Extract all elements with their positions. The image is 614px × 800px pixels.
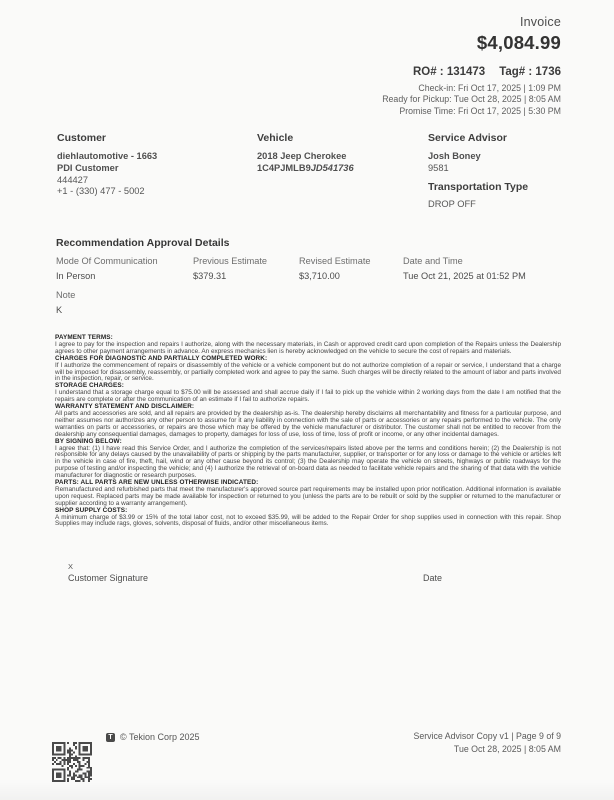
invoice-total-amount: $4,084.99 (476, 32, 561, 53)
revised-estimate-field (299, 256, 371, 281)
customer-section-title: Customer (57, 132, 107, 144)
customer-signature-label: Customer Signature (68, 573, 149, 583)
parts-paragraph (55, 480, 561, 508)
customer-type: PDI Customer (57, 162, 119, 173)
field-label: Previous Estimate (193, 256, 268, 266)
term-body: If I authorize the commencement of repairs or disassembly of the vehicle or a vehicle component but do not authorize completion of a repair or service, I understand that a charge will be imposed for disassembly, reassembly, or partially completed work and agree to pay the same. Such charges will be directly related to the amount of labor and parts involved in the inspection, repair, or service. (55, 361, 561, 383)
ro-number: RO# : 131473 (412, 66, 486, 78)
vin-prefix: 1C4PJMLB9 (257, 162, 311, 173)
shop-supply-costs-paragraph (55, 508, 561, 529)
term-body: All parts and accessories are sold, and all repairs are provided by the dealership as-is. The dealership hereby disclaims all merchantability and fitness for a particular purpose, and neither assumes nor authorizes any other person to assume for it any liability in connection with the sale of parts or accessories or any repairs performed to the vehicle. The only warranties on parts or accessories, or repairs are those which may be offered by the vehicle manufacturer or distributor. The customer shall not be entitled to recover from the dealership any consequential damages, damages to property, damages for loss of use, loss of time, loss of profit or income, or any other incidental damages. (55, 409, 561, 438)
terms-and-conditions (55, 335, 561, 528)
term-body: I agree to pay for the inspection and repairs I authorize, along with the necessary materials, in Cash or approved credit card upon completion of the Repairs unless the Dealership agrees to other payment arrangements in advance. An express mechanics lien is hereby acknowledged on the vehicle to secure the cost of repairs and materials. (55, 340, 561, 355)
note-value: K (56, 305, 63, 315)
field-value: $3,710.00 (299, 271, 340, 281)
signature-x-mark[interactable]: X (68, 562, 74, 571)
customer-number: 444427 (57, 174, 89, 185)
customer-phone: +1 - (330) 477 - 5002 (57, 186, 145, 197)
service-advisor-section (428, 132, 588, 175)
term-heading: PARTS: ALL PARTS ARE NEW UNLESS OTHERWISE INDICATED: (55, 479, 259, 487)
term-body: A minimum charge of $3.99 or 15% of the total labor cost, not to exceed $35.99, will be added to the Repair Order for shop supplies used in connection with this repair. Shop Supplies may include rags, gloves, solvents, disposal of fluids, and/or other miscellaneous items. (55, 513, 561, 528)
ro-tag-line (382, 66, 561, 78)
field-value: $379.31 (193, 271, 227, 281)
term-heading: STORAGE CHARGES: (55, 382, 124, 390)
ready-for-pickup-line: Ready for Pickup: Tue Oct 28, 2025 | 8:05 AM (382, 94, 561, 105)
field-label: Date and Time (403, 256, 463, 266)
tekion-logo-icon: T (106, 733, 115, 742)
term-heading: CHARGES FOR DIAGNOSTIC AND PARTIALLY COMPLETED WORK: (55, 354, 268, 362)
vehicle-section-title: Vehicle (257, 132, 294, 144)
date-label: Date (423, 573, 443, 583)
vehicle-section (257, 132, 417, 175)
copy-version-page: Service Advisor Copy v1 | Page 9 of 9 (413, 731, 561, 741)
diagnostic-charges-paragraph (55, 356, 561, 384)
service-advisor-name: Josh Boney (428, 151, 481, 161)
qr-code[interactable] (52, 742, 92, 782)
vin-suffix: JD541736 (310, 162, 354, 173)
field-value: Tue Oct 21, 2025 at 01:52 PM (403, 271, 526, 281)
field-value: In Person (56, 271, 96, 281)
previous-estimate-field (193, 256, 267, 281)
checkin-dates-block (382, 83, 561, 117)
document-type-label: Invoice (519, 15, 561, 29)
field-label: Revised Estimate (299, 256, 371, 266)
term-heading: WARRANTY STATEMENT AND DISCLAIMER: (55, 403, 195, 411)
invoice-header (382, 15, 561, 117)
term-heading: SHOP SUPPLY COSTS: (55, 506, 128, 514)
note-label: Note (56, 290, 76, 300)
transportation-type-title: Transportation Type (428, 181, 529, 193)
customer-section (57, 132, 242, 198)
term-body: I understand that a storage charge equal to $75.00 will be assessed and shall accrue daily if I fail to pick up the vehicle within 2 working days from the date I am notified that the repairs are complete or after the communication of an estimate if I fail to authorize repairs. (55, 389, 561, 404)
by-signing-below-paragraph (55, 439, 561, 480)
payment-terms-paragraph (55, 335, 561, 356)
checkin-line: Check-in: Fri Oct 17, 2025 | 1:09 PM (418, 83, 561, 93)
copyright-text: © Tekion Corp 2025 (120, 732, 200, 742)
term-body: Remanufactured and refurbished parts that meet the manufacturer's approved source part requirements may be installed upon prior notification. Additional information is available upon request. Replaced parts may be made available for inspection or returned to you (unless the parts are to be rebuilt or sold by the supplier or returned to the manufacturer or supplier according to a warranty arrangement). (55, 485, 561, 507)
printed-datetime: Tue Oct 28, 2025 | 8:05 AM (453, 743, 561, 754)
storage-charges-paragraph (55, 383, 561, 404)
footer-copyright (106, 732, 200, 742)
date-and-time-field (403, 256, 526, 281)
vehicle-vin (257, 163, 417, 175)
transportation-type-value: DROP OFF (428, 199, 476, 209)
term-heading: PAYMENT TERMS: (55, 334, 113, 341)
promise-time-line: Promise Time: Fri Oct 17, 2025 | 5:30 PM (399, 105, 561, 116)
field-label: Mode Of Communication (56, 256, 158, 266)
customer-dealer-name: diehlautomotive - 1663 (57, 151, 158, 161)
vehicle-model: 2018 Jeep Cherokee (257, 151, 347, 161)
service-advisor-title: Service Advisor (428, 132, 507, 144)
recommendation-note (56, 290, 75, 315)
service-advisor-number: 9581 (428, 162, 449, 173)
transportation-type-section (428, 181, 528, 209)
warranty-disclaimer-paragraph (55, 404, 561, 439)
footer-page-info (413, 730, 561, 755)
term-heading: BY SIGNING BELOW: (55, 437, 122, 445)
mode-of-communication-field (56, 256, 158, 281)
recommendation-section-title: Recommendation Approval Details (56, 237, 230, 249)
term-body: I agree that: (1) I have read this Service Order, and I authorize the completion of the services/repairs listed above per the terms and conditions herein; (2) the Dealership is not responsible for any delays caused by the unavailability of parts or shipping by the parts manufacturer, supplier, or transporter or for any loss or damage to the vehicle or articles left in the vehicle in case of fire, theft, hail, wind or any other cause beyond its control; (3) the Dealership may operate the vehicle on streets, highways or public roadways for the purpose of testing and/or inspecting the vehicle; and (4) I authorize the retrieval of on-board data as needed to facilitate vehicle repairs and the sharing of that data with the vehicle manufacturer for diagnostic or research purposes. (55, 444, 561, 480)
tag-number: Tag# : 1736 (499, 66, 561, 78)
